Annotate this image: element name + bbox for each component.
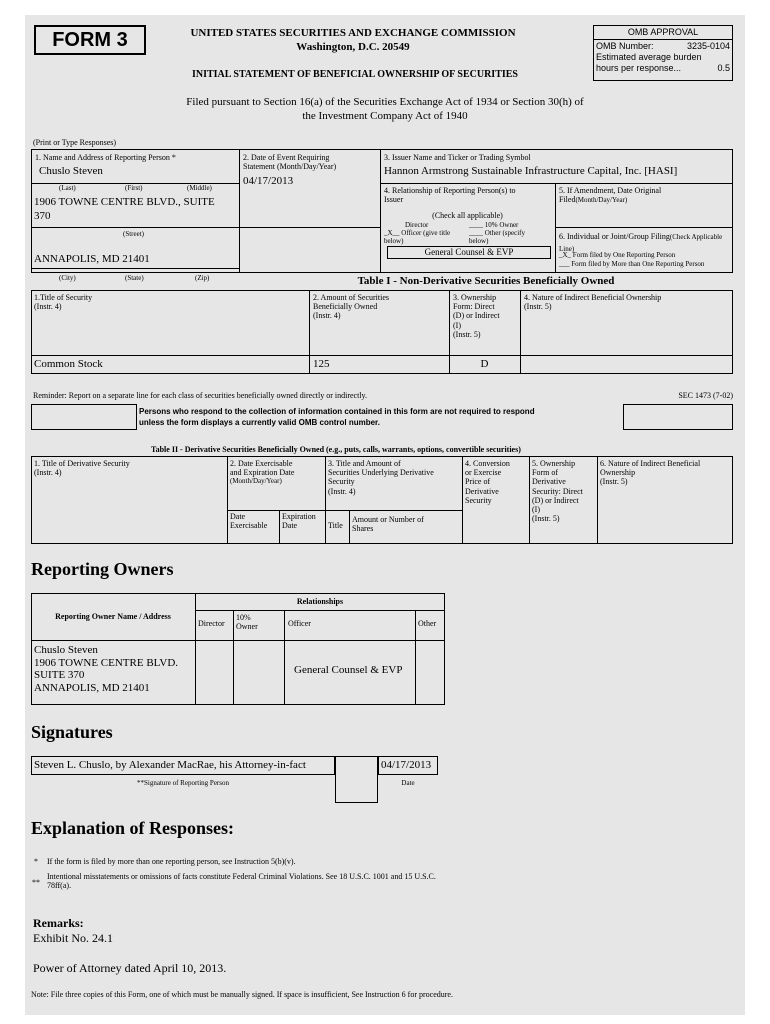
table2-col2-line2: and Expiration Date (230, 468, 295, 478)
table2-col1-header (34, 459, 130, 477)
table2-col5-line7: (Instr. 5) (532, 514, 560, 524)
agency-line1: UNITED STATES SECURITIES AND EXCHANGE COMMISSION (190, 27, 516, 39)
notice-right-box (623, 404, 733, 430)
check-all-applicable: (Check all applicable) (432, 211, 503, 220)
table2-col2-sub2-line1: Expiration (282, 512, 316, 521)
table2-title: Table II - Derivative Securities Beneficially Owned (e.g., puts, calls, warrants, options, convertible securities) (151, 445, 521, 454)
first-label: (First) (125, 184, 143, 192)
omb-burden-line2: hours per response... (596, 63, 682, 73)
city-label: (City) (59, 274, 76, 282)
table2-col6-line3: (Instr. 5) (600, 477, 628, 487)
street-line1: 1906 TOWNE CENTRE BLVD., SUITE (34, 196, 215, 208)
table2-col5-line1: 5. Ownership (532, 459, 576, 468)
omb-number-label: OMB Number: (596, 41, 654, 51)
table2-col2-line3: (Month/Day/Year) (230, 477, 282, 486)
table2-col4-line1: 4. Conversion (465, 459, 510, 468)
issuer-name: Hannon Armstrong Sustainable Infrastructure Capital, Inc. [HASI] (384, 165, 678, 177)
table2-col2-header (230, 459, 294, 485)
omb-number-value: 3235-0104 (686, 41, 730, 51)
form-page (25, 15, 745, 1015)
middle-label: (Middle) (187, 184, 212, 192)
table2-col6-line2: Ownership (600, 468, 636, 478)
omb-title: OMB APPROVAL (594, 26, 732, 40)
table1-col4-line2: (Instr. 5) (524, 302, 552, 312)
box4-label (384, 186, 516, 204)
box5-label (559, 186, 661, 204)
remarks-line1: Exhibit No. 24.1 (33, 931, 113, 945)
other-below: below) (469, 237, 489, 245)
street-label: (Street) (123, 230, 144, 238)
table2-col4-line5: Security (465, 495, 492, 505)
owner-officer-value: General Counsel & EVP (294, 664, 403, 676)
state-label: (State) (125, 274, 144, 282)
box5-label-line2: Filed (559, 195, 576, 205)
relationships-header: Relationships (296, 597, 344, 606)
agency-line2: Washington, D.C. 20549 (296, 41, 410, 53)
table1-col3-header (453, 293, 500, 339)
box6-label-small: (Check Applicable Line) (559, 233, 723, 253)
box6-option2: ___ Form filed by More than One Reporting Person (559, 260, 705, 268)
box5-label-line1: 5. If Amendment, Date Original (559, 186, 662, 195)
remarks-label: Remarks: (33, 916, 84, 930)
form-title: INITIAL STATEMENT OF BENEFICIAL OWNERSHIP OF SECURITIES (191, 69, 518, 80)
note1-mark: * (34, 857, 38, 866)
table2-col1-line1: 1. Title of Derivative Security (34, 459, 130, 468)
persons-notice (139, 406, 623, 428)
box4-label-line2: Issuer (384, 195, 404, 205)
table2-col2-sub2 (282, 512, 316, 530)
owner-address (34, 644, 178, 695)
table2-col3-line2: Securities Underlying Derivative (328, 468, 434, 478)
footer-note: Note: File three copies of this Form, one of which must be manually signed. If space is insufficient, See Instruction 6 for procedure. (31, 990, 453, 999)
zip-label: (Zip) (195, 274, 210, 282)
officer-title: General Counsel & EVP (424, 247, 514, 257)
signature-spacer-box (335, 756, 378, 803)
table1-col2-line3: (Instr. 4) (313, 311, 341, 321)
table2-col3-sub2-line2: Shares (352, 524, 374, 534)
table1-col1-header (34, 293, 92, 311)
ten-percent-header (236, 613, 258, 631)
owner-line2: 1906 TOWNE CENTRE BLVD. (34, 656, 179, 669)
persons-notice-line2: unless the form displays a currently valid OMB control number. (139, 418, 380, 427)
ten-percent-header-line1: 10% (236, 613, 251, 622)
reporting-person-name: Chuslo Steven (39, 165, 103, 177)
table2-col4-line4: Derivative (465, 486, 499, 496)
table1-col2-header (313, 293, 389, 321)
table2-col4-line3: Price of (465, 477, 491, 487)
officer-option: _X__ Officer (give title (384, 229, 451, 237)
table2-col3-line3: Security (328, 477, 355, 487)
signature-label: **Signature of Reporting Person (137, 779, 229, 787)
notice-left-box (31, 404, 137, 430)
director-header: Director (198, 619, 225, 628)
last-label: (Last) (59, 184, 76, 192)
reminder: Reminder: Report on a separate line for each class of securities beneficially owned directly or indirectly. (33, 391, 368, 400)
note2-text (47, 872, 436, 890)
street-line2: 370 (34, 210, 51, 222)
table2-col3-header (328, 459, 434, 496)
omb-approval-box (593, 25, 733, 81)
filed-pursuant-line1: Filed pursuant to Section 16(a) of the Securities Exchange Act of 1934 or Section 30(h) of (186, 96, 584, 108)
remarks-line2: Power of Attorney dated April 10, 2013. (33, 961, 227, 975)
table1-col3-line4: (I) (453, 320, 461, 330)
date-label: Date (401, 779, 415, 787)
table2-col3-line4: (Instr. 4) (328, 486, 356, 496)
box2-label-line1: 2. Date of Event Requiring (243, 153, 330, 162)
other-option: ____ Other (specify (469, 229, 525, 237)
print-note: (Print or Type Responses) (33, 138, 117, 147)
form-label: FORM 3 (52, 29, 128, 51)
table1-row-amount: 125 (313, 358, 330, 370)
table2-col5-line2: Form of (532, 468, 558, 478)
table2-col2-sub1 (230, 512, 267, 530)
officer-title-box (387, 246, 551, 259)
table2-col2-sub1-line1: Date (230, 512, 246, 521)
box5-label-small: (Month/Day/Year) (575, 196, 628, 205)
signature-date: 04/17/2013 (381, 759, 432, 771)
table1-col4-header (524, 293, 661, 311)
table2-col3-sub1: Title (328, 521, 343, 530)
filed-pursuant-line2: the Investment Company Act of 1940 (302, 110, 468, 122)
table1-col4-line1: 4. Nature of Indirect Beneficial Ownership (524, 293, 662, 302)
note2-mark: ** (32, 878, 40, 887)
event-date: 04/17/2013 (243, 175, 294, 187)
omb-burden-line1: Estimated average burden (596, 52, 702, 62)
table2-col5-line3: Derivative (532, 477, 566, 487)
table1-title: Table I - Non-Derivative Securities Beneficially Owned (357, 275, 615, 287)
table2-col6-line1: 6. Nature of Indirect Beneficial (600, 459, 701, 468)
table2-col5-line6: (I) (532, 504, 540, 514)
table2-col2-line1: 2. Date Exercisable (230, 459, 293, 468)
officer-below: below) (384, 237, 404, 245)
table2-col3-sub2-line1: Amount or Number of (352, 515, 424, 524)
officer-header: Officer (288, 619, 311, 628)
signatures-heading: Signatures (31, 722, 113, 742)
owner-line1: Chuslo Steven (34, 644, 98, 656)
table2-col5-line5: (D) or Indirect (532, 495, 579, 505)
table1-col1-line2: (Instr. 4) (34, 302, 62, 312)
table1-col3-line3: (D) or Indirect (453, 311, 500, 321)
box2-label (243, 153, 336, 171)
table1-col3-line1: 3. Ownership (453, 293, 497, 302)
box6-option1: _X_ Form filed by One Reporting Person (559, 251, 676, 259)
note2-line1: Intentional misstatements or omissions of facts constitute Federal Criminal Violations. See 18 U.S.C. 1001 and 15 U.S.C. (47, 872, 436, 881)
explanation-heading: Explanation of Responses: (31, 818, 235, 838)
box3-label: 3. Issuer Name and Ticker or Trading Symbol (384, 153, 531, 162)
table2-col5-header (532, 459, 583, 523)
box1-label: 1. Name and Address of Reporting Person * (35, 153, 176, 162)
other-header: Other (418, 619, 437, 628)
persons-notice-line1: Persons who respond to the collection of information contained in this form are not required to respond (139, 407, 535, 416)
note2-line2: 78ff(a). (47, 881, 72, 891)
table2-col5-line4: Security: Direct (532, 486, 583, 496)
reporting-owners-heading: Reporting Owners (31, 559, 174, 579)
ten-percent-option: ____ 10% Owner (469, 221, 519, 229)
note1-text: If the form is filed by more than one reporting person, see Instruction 5(b)(v). (47, 857, 296, 866)
sec-number: SEC 1473 (7-02) (678, 391, 733, 400)
table2-col2-sub1-line2: Exercisable (230, 521, 268, 531)
form-label-box (34, 25, 146, 55)
box2-label-line2: Statement (Month/Day/Year) (243, 162, 337, 172)
table2-col4-line2: or Exercise (465, 468, 502, 478)
table1-col1-line1: 1.Title of Security (34, 293, 93, 302)
table1-col2-line1: 2. Amount of Securities (313, 293, 389, 302)
signature-value: Steven L. Chuslo, by Alexander MacRae, his Attorney-in-fact (34, 759, 306, 771)
table2-col4-header (465, 459, 510, 505)
city-state-zip: ANNAPOLIS, MD 21401 (34, 253, 150, 265)
table1-row-security: Common Stock (34, 358, 103, 370)
box4-label-line1: 4. Relationship of Reporting Person(s) to (384, 186, 516, 195)
table2-col3-line1: 3. Title and Amount of (328, 459, 401, 468)
table2-col2-sub2-line2: Date (282, 521, 298, 531)
table1-row-form: D (480, 358, 489, 370)
owner-line4: ANNAPOLIS, MD 21401 (34, 681, 150, 694)
table1-col2-line2: Beneficially Owned (313, 302, 378, 312)
owner-line3: SUITE 370 (34, 669, 85, 682)
ten-percent-header-line2: Owner (236, 622, 258, 632)
table2-col3-sub2 (352, 515, 424, 533)
table2-col6-header (600, 459, 700, 487)
table2-col1-line2: (Instr. 4) (34, 468, 62, 478)
omb-burden-value: 0.5 (717, 63, 730, 73)
table1-col3-line2: Form: Direct (453, 302, 495, 312)
box6-label-main: 6. Individual or Joint/Group Filing (559, 232, 670, 241)
director-option: Director (405, 221, 429, 229)
table1-col3-line5: (Instr. 5) (453, 329, 481, 339)
owner-name-header: Reporting Owner Name / Address (55, 612, 171, 621)
